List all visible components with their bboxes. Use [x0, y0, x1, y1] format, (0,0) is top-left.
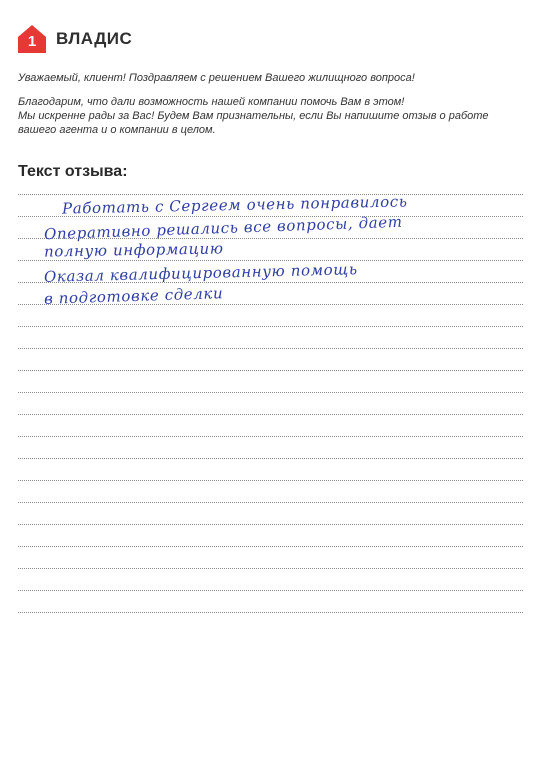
greeting-line: Уважаемый, клиент! Поздравляем с решением Вашего жилищного вопроса!: [18, 72, 415, 84]
handwritten-line-3: полную информацию: [43, 239, 224, 261]
review-title: Текст отзыва:: [18, 163, 128, 180]
handwritten-line-1: Работать с Сергеем очень понравилось: [61, 192, 408, 218]
handwritten-line-2: Оперативно решались все вопросы, дает: [43, 212, 403, 244]
handwritten-line-4: Оказал квалифицированную помощь: [43, 260, 358, 286]
thanks-line-2: Мы искренне рады за Вас! Будем Вам признательны, если Вы напишите отзыв о работе: [18, 110, 489, 122]
thanks-line-3: вашего агента и о компании в целом.: [18, 124, 216, 136]
thanks-line-1: Благодарим, что дали возможность нашей компании помочь Вам в этом!: [18, 96, 405, 108]
handwritten-line-5: в подготовке сделки: [43, 284, 224, 308]
logo-digit: 1: [27, 33, 37, 50]
brand-name: ВЛАДИС: [56, 29, 133, 48]
